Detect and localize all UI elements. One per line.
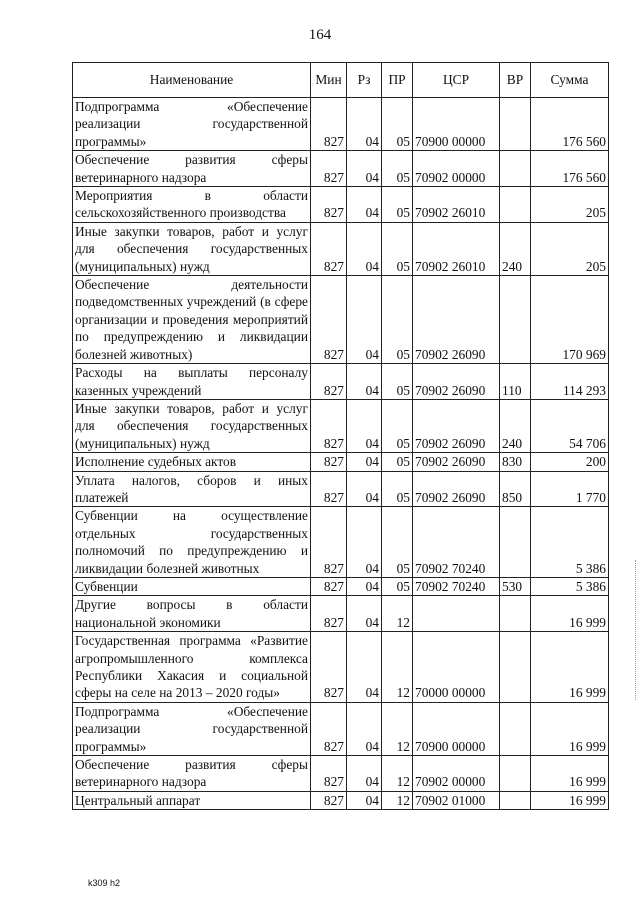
- cell-vr: 240: [500, 399, 531, 452]
- cell-pr: 05: [382, 276, 413, 364]
- cell-pr: 12: [382, 702, 413, 755]
- cell-vr: [500, 98, 531, 151]
- cell-vr: [500, 151, 531, 187]
- cell-pr: 05: [382, 399, 413, 452]
- cell-pr: 05: [382, 364, 413, 400]
- cell-name: Исполнение судебных актов: [73, 453, 311, 471]
- cell-sum: 200: [531, 453, 609, 471]
- cell-rz: 04: [347, 596, 382, 632]
- cell-vr: [500, 596, 531, 632]
- cell-min: 827: [311, 222, 347, 275]
- cell-pr: 05: [382, 187, 413, 223]
- header-min: Мин: [311, 63, 347, 98]
- cell-min: 827: [311, 791, 347, 809]
- cell-name: Государственная программа «Развитие агропромышленного комплекса Республики Хакасия и социальной сферы на селе на 2013 – 2020 годы»: [73, 632, 311, 703]
- table-row: [73, 577, 609, 595]
- cell-min: 827: [311, 187, 347, 223]
- cell-csr: 70902 26010: [413, 222, 500, 275]
- cell-rz: 04: [347, 756, 382, 792]
- cell-rz: 04: [347, 151, 382, 187]
- cell-rz: 04: [347, 791, 382, 809]
- cell-min: 827: [311, 399, 347, 452]
- table-row: [73, 187, 609, 223]
- table-row: [73, 507, 609, 578]
- header-rz: Рз: [347, 63, 382, 98]
- cell-vr: [500, 632, 531, 703]
- table-row: [73, 399, 609, 452]
- cell-rz: 04: [347, 222, 382, 275]
- table-row: [73, 596, 609, 632]
- cell-csr: 70902 26090: [413, 364, 500, 400]
- table-row: [73, 276, 609, 364]
- margin-dotted-line: [635, 560, 637, 700]
- cell-name: Другие вопросы в области национальной экономики: [73, 596, 311, 632]
- cell-pr: 05: [382, 98, 413, 151]
- cell-rz: 04: [347, 577, 382, 595]
- cell-min: 827: [311, 632, 347, 703]
- cell-pr: 12: [382, 632, 413, 703]
- cell-vr: [500, 702, 531, 755]
- cell-name: Субвенции: [73, 577, 311, 595]
- cell-rz: 04: [347, 364, 382, 400]
- table-row: [73, 453, 609, 471]
- cell-sum: 205: [531, 187, 609, 223]
- cell-min: 827: [311, 702, 347, 755]
- cell-min: 827: [311, 151, 347, 187]
- cell-pr: 12: [382, 596, 413, 632]
- table-row: [73, 702, 609, 755]
- cell-pr: 05: [382, 577, 413, 595]
- cell-min: 827: [311, 364, 347, 400]
- cell-csr: 70902 26090: [413, 276, 500, 364]
- header-name: Наименование: [73, 63, 311, 98]
- cell-pr: 05: [382, 453, 413, 471]
- cell-min: 827: [311, 276, 347, 364]
- table-row: [73, 756, 609, 792]
- cell-sum: 1 770: [531, 471, 609, 507]
- header-sum: Сумма: [531, 63, 609, 98]
- cell-name: Подпрограмма «Обеспечение реализации государственной программы»: [73, 98, 311, 151]
- cell-sum: 16 999: [531, 756, 609, 792]
- cell-csr: 70902 00000: [413, 151, 500, 187]
- cell-csr: 70902 01000: [413, 791, 500, 809]
- cell-name: Субвенции на осуществление отдельных государственных полномочий по предупреждению и ликвидации болезней животных: [73, 507, 311, 578]
- cell-rz: 04: [347, 276, 382, 364]
- cell-csr: 70000 00000: [413, 632, 500, 703]
- cell-vr: [500, 187, 531, 223]
- cell-sum: 16 999: [531, 632, 609, 703]
- cell-csr: 70902 26090: [413, 471, 500, 507]
- cell-pr: 12: [382, 756, 413, 792]
- cell-csr: 70902 70240: [413, 577, 500, 595]
- cell-min: 827: [311, 577, 347, 595]
- cell-pr: 05: [382, 151, 413, 187]
- cell-sum: 5 386: [531, 507, 609, 578]
- cell-sum: 170 969: [531, 276, 609, 364]
- cell-csr: 70900 00000: [413, 98, 500, 151]
- header-vr: ВР: [500, 63, 531, 98]
- cell-pr: 12: [382, 791, 413, 809]
- cell-rz: 04: [347, 507, 382, 578]
- header-row: [73, 63, 609, 98]
- cell-vr: 830: [500, 453, 531, 471]
- page-number: 164: [308, 27, 332, 43]
- cell-pr: 05: [382, 222, 413, 275]
- table-row: [73, 632, 609, 703]
- cell-csr: 70902 70240: [413, 507, 500, 578]
- cell-csr: 70902 00000: [413, 756, 500, 792]
- cell-csr: 70902 26090: [413, 453, 500, 471]
- cell-name: Обеспечение развития сферы ветеринарного надзора: [73, 151, 311, 187]
- cell-vr: 240: [500, 222, 531, 275]
- header-pr: ПР: [382, 63, 413, 98]
- cell-sum: 16 999: [531, 702, 609, 755]
- budget-table: [72, 62, 609, 810]
- cell-rz: 04: [347, 471, 382, 507]
- cell-sum: 54 706: [531, 399, 609, 452]
- cell-min: 827: [311, 596, 347, 632]
- header-csr: ЦСР: [413, 63, 500, 98]
- cell-name: Обеспечение развития сферы ветеринарного надзора: [73, 756, 311, 792]
- table-row: [73, 98, 609, 151]
- cell-name: Центральный аппарат: [73, 791, 311, 809]
- cell-vr: 850: [500, 471, 531, 507]
- cell-sum: 16 999: [531, 596, 609, 632]
- cell-name: Мероприятия в области сельскохозяйственного производства: [73, 187, 311, 223]
- table-row: [73, 791, 609, 809]
- cell-sum: 176 560: [531, 98, 609, 151]
- cell-vr: 530: [500, 577, 531, 595]
- cell-csr: 70902 26090: [413, 399, 500, 452]
- cell-csr: 70900 00000: [413, 702, 500, 755]
- cell-csr: 70902 26010: [413, 187, 500, 223]
- cell-sum: 5 386: [531, 577, 609, 595]
- cell-csr: [413, 596, 500, 632]
- table-row: [73, 151, 609, 187]
- table-row: [73, 222, 609, 275]
- cell-min: 827: [311, 507, 347, 578]
- cell-pr: 05: [382, 471, 413, 507]
- cell-sum: 176 560: [531, 151, 609, 187]
- table-row: [73, 471, 609, 507]
- cell-name: Иные закупки товаров, работ и услуг для обеспечения государственных (муниципальных) нужд: [73, 399, 311, 452]
- cell-sum: 205: [531, 222, 609, 275]
- cell-vr: [500, 756, 531, 792]
- cell-rz: 04: [347, 98, 382, 151]
- cell-vr: [500, 276, 531, 364]
- cell-name: Обеспечение деятельности подведомственных учреждений (в сфере организации и проведения мероприятий по предупреждению и ликвидации болезней животных): [73, 276, 311, 364]
- cell-min: 827: [311, 756, 347, 792]
- cell-name: Расходы на выплаты персоналу казенных учреждений: [73, 364, 311, 400]
- cell-sum: 114 293: [531, 364, 609, 400]
- table-row: [73, 364, 609, 400]
- cell-rz: 04: [347, 632, 382, 703]
- cell-vr: 110: [500, 364, 531, 400]
- cell-min: 827: [311, 471, 347, 507]
- cell-name: Иные закупки товаров, работ и услуг для обеспечения государственных (муниципальных) нужд: [73, 222, 311, 275]
- cell-min: 827: [311, 98, 347, 151]
- cell-vr: [500, 791, 531, 809]
- cell-min: 827: [311, 453, 347, 471]
- cell-sum: 16 999: [531, 791, 609, 809]
- cell-name: Уплата налогов, сборов и иных платежей: [73, 471, 311, 507]
- cell-rz: 04: [347, 399, 382, 452]
- cell-rz: 04: [347, 453, 382, 471]
- cell-rz: 04: [347, 702, 382, 755]
- footer-code: k309 h2: [88, 878, 121, 888]
- cell-rz: 04: [347, 187, 382, 223]
- cell-pr: 05: [382, 507, 413, 578]
- cell-name: Подпрограмма «Обеспечение реализации государственной программы»: [73, 702, 311, 755]
- cell-vr: [500, 507, 531, 578]
